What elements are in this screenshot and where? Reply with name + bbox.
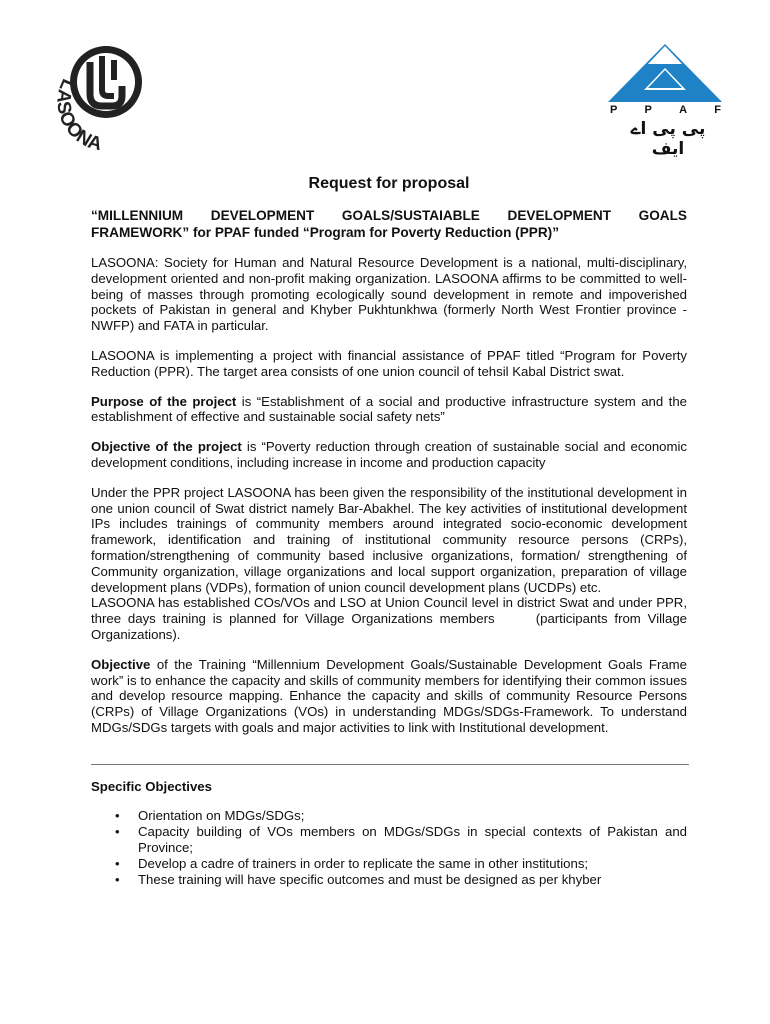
ppaf-letter: F bbox=[714, 104, 722, 116]
list-item-text: Develop a cadre of trainers in order to replicate the same in other institutions; bbox=[138, 855, 589, 871]
page-title: Request for proposal bbox=[308, 175, 470, 192]
specific-objectives-heading: Specific Objectives bbox=[91, 778, 212, 794]
list-item bbox=[91, 824, 687, 856]
bullet-icon: • bbox=[115, 823, 120, 839]
training-objective-text: of the Training “Millennium Development Goals/Sustainable Development Goals Frame work” is to enhance the capacity and skills of community members for identifying their common issues and develop resource mapping. Enhance the capacity and skills of community Resource Persons (CRPs) of Village Organizations (VOs) in understanding MDGs/SDGs-Framework. To understand MDGs/SDGs targets with goals and major activities to link with Institutional development. bbox=[91, 656, 687, 735]
implementing-paragraph: LASOONA is implementing a project with financial assistance of PPAF titled “Program for Poverty Reduction (PPR). The target area consists of one union council of tehsil Kabal District swat. bbox=[91, 347, 687, 379]
lasoona-emblem-icon bbox=[50, 40, 165, 150]
ppaf-letter: A bbox=[679, 104, 689, 116]
training-objective-label: Objective bbox=[91, 656, 151, 672]
lasoona-logo-text: LASOONA bbox=[52, 75, 105, 150]
ppaf-triangle-icon bbox=[606, 38, 724, 104]
specific-objectives-list bbox=[91, 808, 687, 888]
training-objective-paragraph bbox=[91, 657, 687, 736]
purpose-label: Purpose of the project bbox=[91, 393, 237, 409]
bullet-icon: • bbox=[115, 855, 120, 871]
ppaf-letters bbox=[610, 104, 722, 116]
document-body bbox=[91, 175, 691, 888]
ppaf-logo bbox=[606, 38, 724, 159]
list-item bbox=[91, 872, 687, 888]
document-subtitle: “MILLENNIUM DEVELOPMENT GOALS/SUSTAIABLE DEVELOPMENT GOALS FRAMEWORK” for PPAF funded “Program for Poverty Reduction (PPR)” bbox=[91, 208, 687, 240]
bullet-icon: • bbox=[115, 807, 120, 823]
lasoona-logo bbox=[50, 40, 165, 150]
purpose-paragraph bbox=[91, 394, 687, 426]
divider bbox=[91, 764, 689, 765]
list-item-text: Capacity building of VOs members on MDGs/SDGs in special contexts of Pakistan and Province; bbox=[138, 823, 687, 855]
list-item bbox=[91, 808, 687, 824]
established-paragraph: LASOONA has established COs/VOs and LSO at Union Council level in district Swat and under PPR, three days training is planned for Village Organizations members (participants from Village Organizations). bbox=[91, 595, 691, 642]
bullet-icon: • bbox=[115, 871, 120, 887]
list-item bbox=[91, 856, 687, 872]
list-item-text: Orientation on MDGs/SDGs; bbox=[138, 807, 305, 823]
objective-label: Objective of the project bbox=[91, 439, 242, 455]
ppaf-letter: P bbox=[610, 104, 619, 116]
ppaf-urdu-text: پی پی اے ایف bbox=[630, 119, 706, 159]
purpose-text: is “Establishment of a social and productive infrastructure system and the establishment of effective and sustainable social safety nets” bbox=[91, 393, 688, 425]
list-item-text: These training will have specific outcomes and must be designed as per khyber bbox=[138, 871, 602, 887]
objective-text: is “Poverty reduction through creation of sustainable social and economic development conditions, including increase in income and production capacity bbox=[91, 439, 687, 470]
objective-paragraph bbox=[91, 439, 687, 471]
ppaf-letter: P bbox=[644, 104, 653, 116]
under-ppr-paragraph: Under the PPR project LASOONA has been given the responsibility of the institutional development in one union council of Swat district namely Bar-Abakhel. The key activities of institutional development IPs includes trainings of community members around integrated socio-economic development framework, identification and training of institutional community resource persons (CRPs), formation/strengthening of community based inclusive organizations, formation/ strengthening of Community organization, village organizations and local support organization, preparation of village development plans (VDPs), formation of union council development plans (UCDPs) etc. bbox=[91, 484, 687, 595]
intro-paragraph: LASOONA: Society for Human and Natural Resource Development is a national, multi-disciplinary, development oriented and non-profit making organization. LASOONA affirms to be committed to well-being of masses through promoting ecologically sound development in remote and impoverished pockets of Pakistan in general and Khyber Pukhtunkhwa (formerly North West Frontier province -NWFP) and FATA in particular. bbox=[91, 255, 687, 334]
